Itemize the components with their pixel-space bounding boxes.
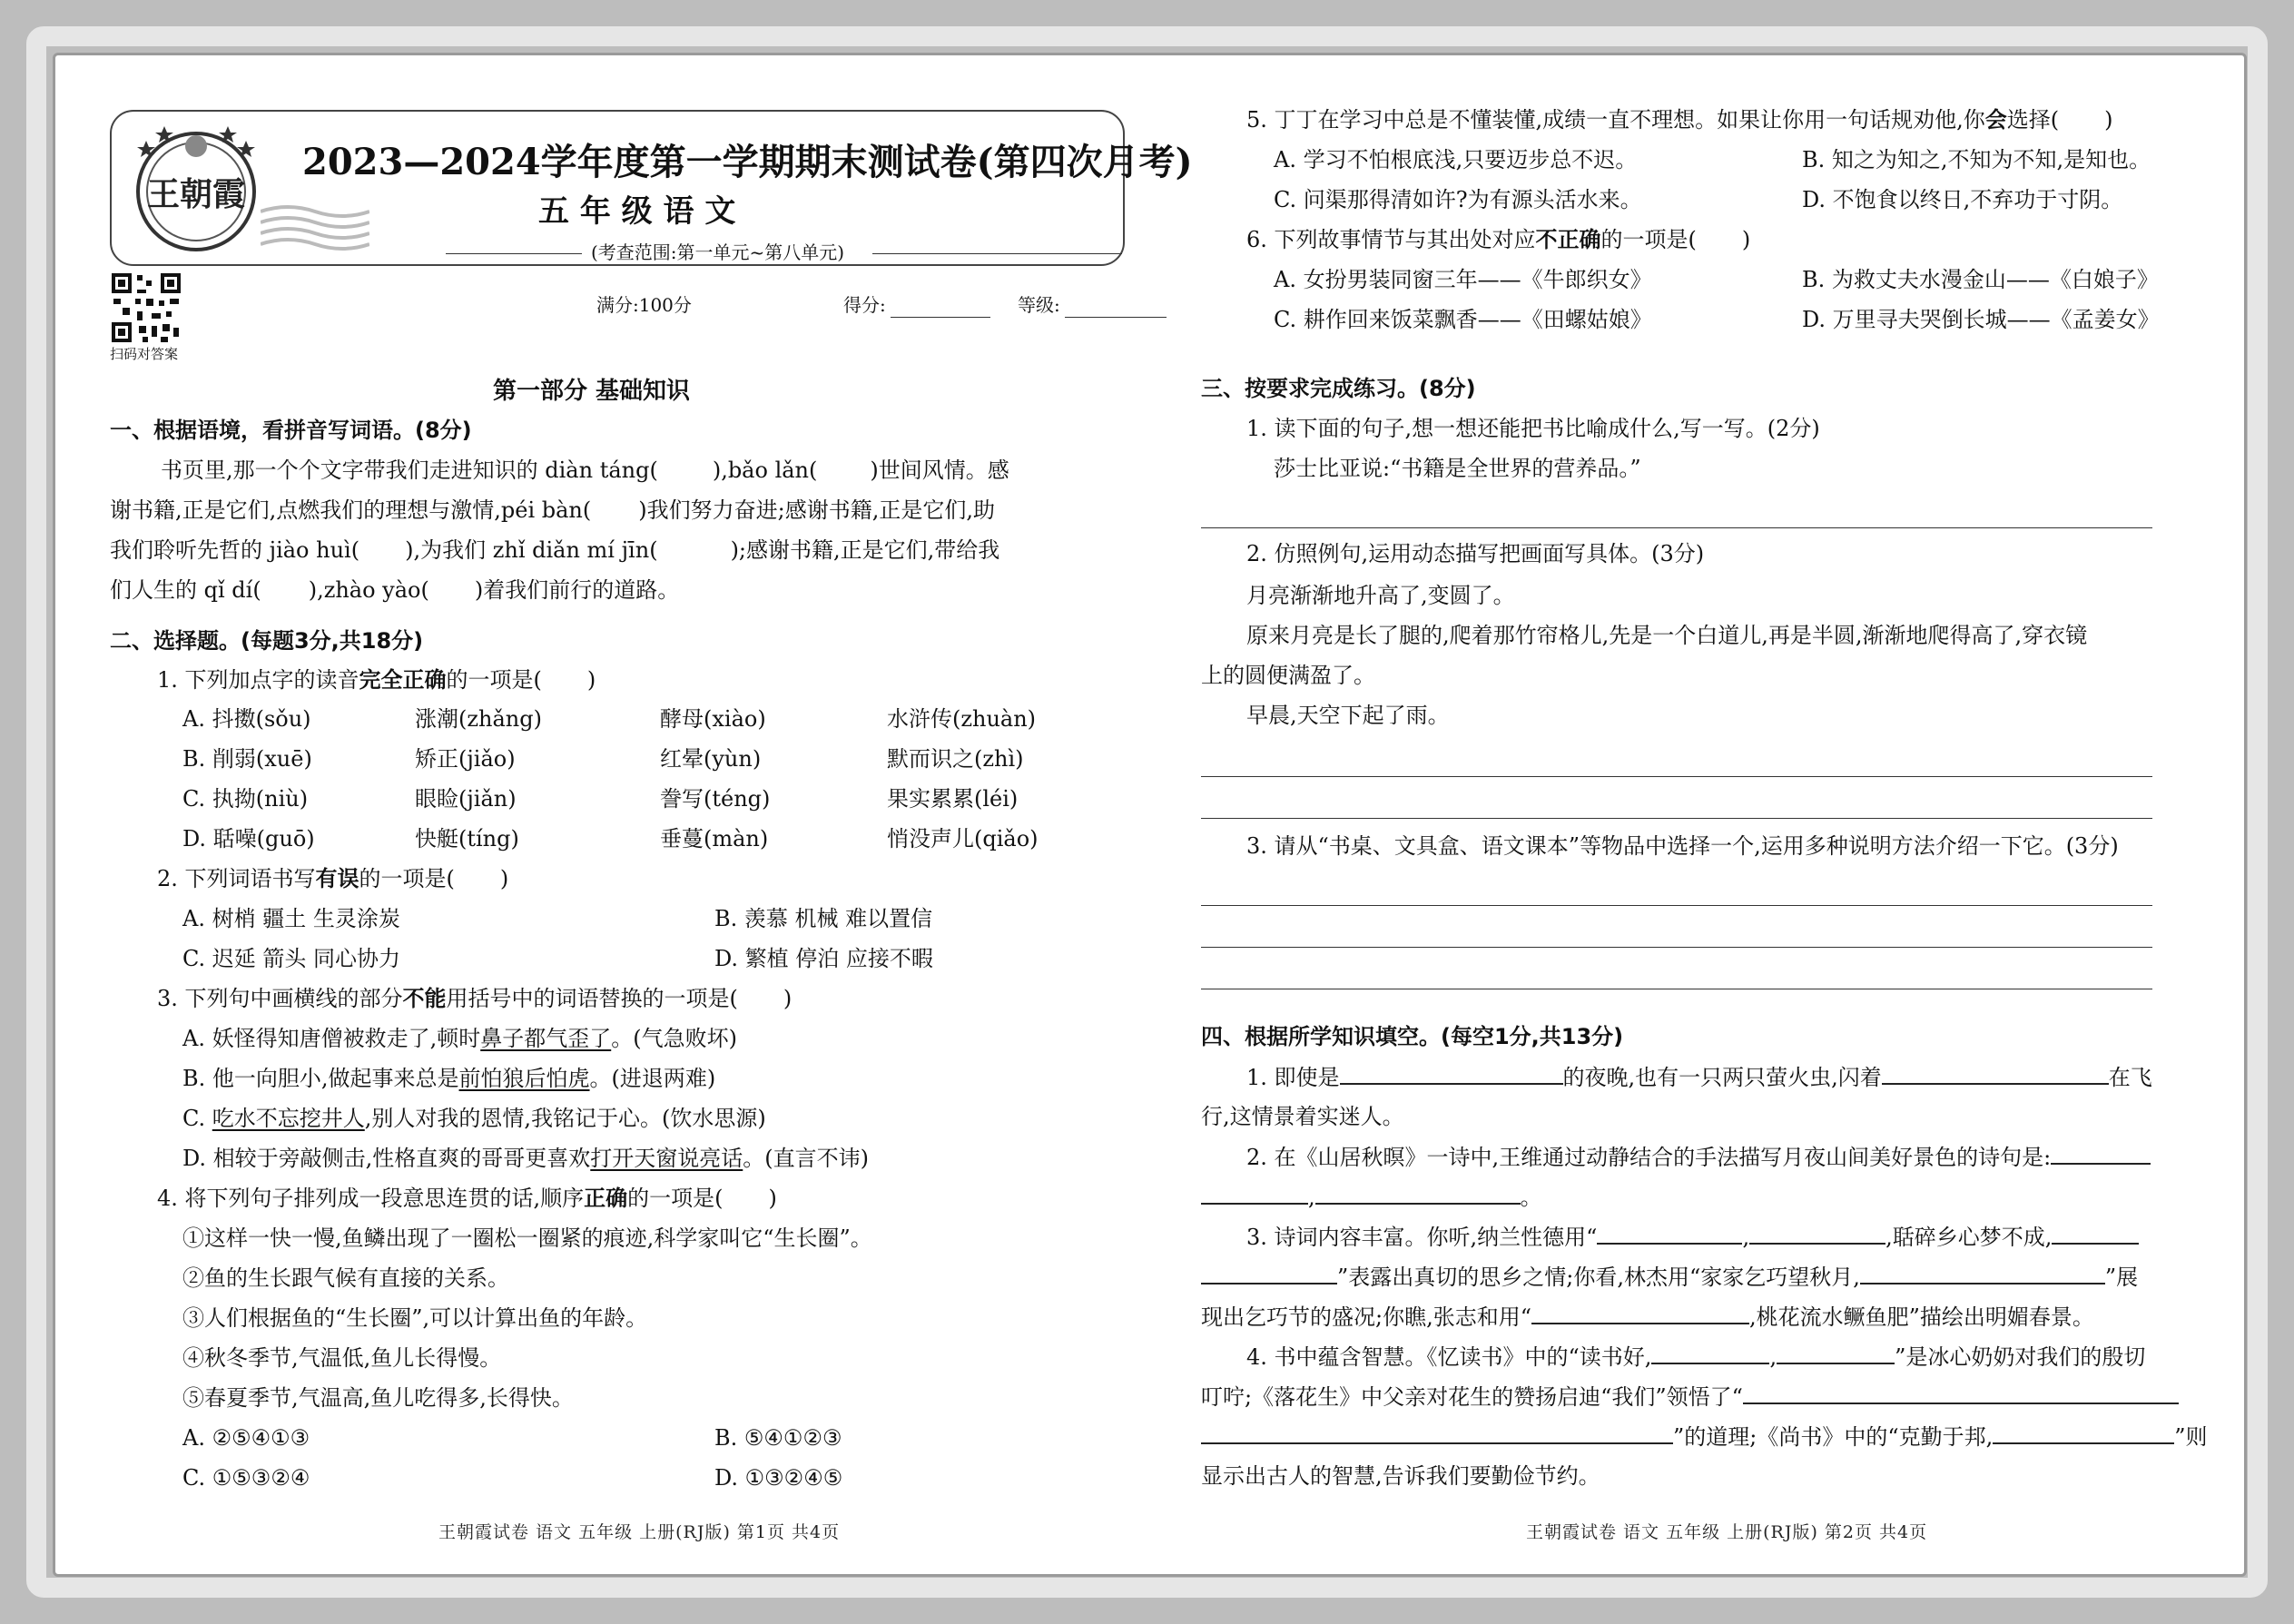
q2-3-opt-a[interactable]: A. 妖怪得知唐僧被救走了,顿时鼻子都气歪了。(气急败坏): [182, 1026, 737, 1051]
blank[interactable]: [1651, 1343, 1769, 1364]
q2-5-stem: 5. 丁丁在学习中总是不懂装懂,成绩一直不理想。如果让你用一句话规劝他,你会选择( ): [1246, 107, 2113, 133]
opt-d3: 垂蔓(màn): [660, 826, 769, 851]
q4-1-line-b: 行,这情景着实迷人。: [1201, 1104, 1404, 1129]
q2-5-opt-a[interactable]: A. 学习不怕根底浅,只要迈步总不迟。: [1274, 147, 1638, 172]
q4-4-line-c: ”的道理;《尚书》中的“克勤于邦, ”则: [1201, 1422, 2208, 1451]
q3-2-example-1: 月亮渐渐地升高了,变圆了。: [1246, 583, 1515, 608]
blank[interactable]: [2051, 1143, 2151, 1165]
blank[interactable]: [1743, 1383, 2179, 1404]
blank[interactable]: [1860, 1263, 2105, 1284]
q2-4-sentence-1: ①这样一快一慢,鱼鳞出现了一圈松一圈紧的痕迹,科学家叫它“生长圈”。: [182, 1225, 872, 1251]
q2-4-opt-a[interactable]: A. ②⑤④①③: [182, 1425, 310, 1451]
opt-c3: 誊写(téng): [660, 786, 771, 812]
opt-b2: 矫正(jiǎo): [415, 746, 516, 772]
q3-2-example-2b: 上的圆便满盈了。: [1201, 663, 1375, 688]
q2-3-opt-b[interactable]: B. 他一向胆小,做起事来总是前怕狼后怕虎。(进退两难): [182, 1066, 716, 1091]
right-page: [1201, 55, 2208, 1574]
blank[interactable]: [1597, 1223, 1742, 1245]
q2-3-opt-c[interactable]: C. 吃水不忘挖井人,别人对我的恩情,我铭记于心。(饮水思源): [182, 1106, 766, 1131]
q2-3-opt-d[interactable]: D. 相较于旁敲侧击,性格直爽的哥哥更喜欢打开天窗说亮话。(直言不讳): [182, 1146, 870, 1171]
exam-sheet: [53, 53, 2247, 1577]
left-footer: 王朝霞试卷 语文 五年级 上册(RJ版) 第1页 共4页: [438, 1522, 841, 1542]
q3-2-task: 早晨,天空下起了雨。: [1246, 703, 1450, 728]
opt-c1[interactable]: C. 执拗(niù): [182, 786, 309, 812]
opt-a3: 酵母(xiào): [660, 706, 766, 732]
opt-c4: 果实累累(léi): [887, 786, 1019, 812]
qr-code-icon: [110, 271, 182, 344]
q2-3-stem: 3. 下列句中画横线的部分不能用括号中的词语替换的一项是( ): [157, 986, 793, 1011]
q2-6-opt-b[interactable]: B. 为救丈夫水漫金山——《白娘子》: [1802, 267, 2159, 292]
q2-6-opt-a[interactable]: A. 女扮男装同窗三年——《牛郎织女》: [1274, 267, 1652, 292]
blank[interactable]: [1201, 1183, 1308, 1205]
blank[interactable]: [1882, 1063, 2109, 1085]
right-footer: 王朝霞试卷 语文 五年级 上册(RJ版) 第2页 共4页: [1526, 1522, 1928, 1542]
full-score: 满分:100分: [596, 294, 692, 316]
exam-scope: (考查范围:第一单元~第八单元): [591, 241, 845, 263]
q4-4-line-b: 叮咛;《落花生》中父亲对花生的赞扬启迪“我们”领悟了“: [1201, 1383, 2179, 1411]
q2-4-sentence-3: ③人们根据鱼的“生长圈”,可以计算出鱼的年龄。: [182, 1305, 648, 1331]
q4-2-line-a: 2. 在《山居秋暝》一诗中,王维通过动静结合的手法描写月夜山间美好景色的诗句是:: [1246, 1143, 2151, 1171]
opt-b1[interactable]: B. 削弱(xuē): [182, 746, 312, 772]
opt-a4: 水浒传(zhuàn): [887, 706, 1037, 732]
q2-4-opt-b[interactable]: B. ⑤④①②③: [714, 1425, 842, 1451]
blank[interactable]: [1993, 1422, 2174, 1444]
opt-d1[interactable]: D. 聒噪(guō): [182, 826, 315, 851]
logo-text: 王朝霞: [146, 175, 246, 213]
q1-line-3: 我们聆听先哲的 jiào huì( ),为我们 zhǐ diǎn mí jīn( );感谢书籍,正是它们,带给我: [110, 537, 1000, 563]
opt-a1[interactable]: A. 抖擞(sǒu): [182, 706, 311, 732]
q3-2-example-2a: 原来月亮是长了腿的,爬着那竹帘格儿,先是一个白道儿,再是半圆,渐渐地爬得高了,穿衣镜: [1246, 623, 2088, 648]
q4-4-line-a: 4. 书中蕴含智慧。《忆读书》中的“读书好, , ”是冰心奶奶对我们的殷切: [1246, 1344, 2146, 1370]
school-logo: [128, 119, 264, 255]
blank[interactable]: [2052, 1223, 2139, 1245]
q4-3-line-a: 3. 诗词内容丰富。你听,纳兰性德用“ , ,聒碎乡心梦不成,: [1246, 1223, 2139, 1251]
exam-subject: 五 年 级 语 文: [538, 193, 736, 230]
q4-1-line-a: 1. 即使是 的夜晚,也有一只两只萤火虫,闪着 在飞: [1246, 1065, 2152, 1090]
blank[interactable]: [1315, 1183, 1521, 1205]
q3-1-answer-line[interactable]: [1201, 527, 2152, 528]
q2-4-opt-c[interactable]: C. ①⑤③②④: [182, 1465, 310, 1491]
grade-blank[interactable]: [1065, 317, 1167, 318]
opt-b4: 默而识之(zhì): [887, 746, 1024, 772]
q3-3-stem: 3. 请从“书桌、文具盒、语文课本”等物品中选择一个,运用多种说明方法介绍一下它。(3分): [1246, 833, 2119, 859]
q2-4-sentence-5: ⑤春夏季节,气温高,鱼儿吃得多,长得快。: [182, 1385, 574, 1411]
q3-3-answer-line-1[interactable]: [1201, 905, 2152, 906]
q4-3-line-c: 现出乞巧节的盛况;你瞧,张志和用“ ,桃花流水鳜鱼肥”描绘出明媚春景。: [1201, 1304, 2094, 1330]
left-page: [110, 55, 1193, 1574]
q1-line-1: 书页里,那一个个文字带我们走进知识的 diàn táng( ),bǎo lǎn( )世间风情。感: [161, 458, 1009, 483]
opt-a2: 涨潮(zhǎng): [415, 706, 542, 732]
q1-line-2: 谢书籍,正是它们,点燃我们的理想与激情,péi bàn( )我们努力奋进;感谢书籍,正是它们,助: [110, 497, 995, 523]
q3-1-quote: 莎士比亚说:“书籍是全世界的营养品。”: [1274, 456, 1641, 481]
q2-5-opt-c[interactable]: C. 问渠那得清如许?为有源头活水来。: [1274, 187, 1642, 212]
blank[interactable]: [1201, 1263, 1337, 1284]
q2-2-opt-d[interactable]: D. 繁植 停泊 应接不暇: [714, 946, 933, 971]
q2-1-stem: 1. 下列加点字的读音完全正确的一项是( ): [157, 667, 596, 693]
q4-4-line-d: 显示出古人的智慧,告诉我们要勤俭节约。: [1201, 1463, 1600, 1489]
opt-c2: 眼睑(jiǎn): [415, 786, 517, 812]
score-label: 得分:: [843, 294, 886, 316]
blank[interactable]: [1749, 1223, 1885, 1245]
q3-3-answer-line-2[interactable]: [1201, 947, 2152, 948]
q2-6-opt-d[interactable]: D. 万里寻夫哭倒长城——《孟姜女》: [1802, 307, 2160, 332]
qr-label: 扫码对答案: [110, 346, 179, 362]
q2-title: 二、选择题。(每题3分,共18分): [110, 628, 424, 654]
q3-2-answer-line-2[interactable]: [1201, 818, 2152, 819]
q2-6-stem: 6. 下列故事情节与其出处对应不正确的一项是( ): [1246, 227, 1751, 252]
scope-rule-a: [446, 253, 582, 254]
part1-title: 第一部分 基础知识: [493, 378, 691, 405]
q4-title: 四、根据所学知识填空。(每空1分,共13分): [1201, 1024, 1624, 1049]
q3-2-stem: 2. 仿照例句,运用动态描写把画面写具体。(3分): [1246, 541, 1705, 566]
q3-title: 三、按要求完成练习。(8分): [1201, 376, 1476, 401]
q2-4-sentence-2: ②鱼的生长跟气候有直接的关系。: [182, 1265, 509, 1291]
q1-title: 一、根据语境，看拼音写词语。(8分): [110, 418, 472, 443]
opt-d2: 快艇(tíng): [415, 826, 519, 851]
q4-2-line-b: , 。: [1201, 1183, 1542, 1211]
q2-4-opt-d[interactable]: D. ①③②④⑤: [714, 1465, 843, 1491]
q2-4-stem: 4. 将下列句子排列成一段意思连贯的话,顺序正确的一项是( ): [157, 1186, 777, 1211]
q4-3-line-b: ”表露出真切的思乡之情;你看,林杰用“家家乞巧望秋月, ”展: [1201, 1263, 2138, 1291]
grade-label: 等级:: [1018, 294, 1060, 316]
q3-1-stem: 1. 读下面的句子,想一想还能把书比喻成什么,写一写。(2分): [1246, 416, 1820, 441]
exam-title: 2023—2024学年度第一学期期末测试卷(第四次月考): [302, 141, 1193, 183]
blank[interactable]: [1340, 1063, 1563, 1085]
q2-5-opt-b[interactable]: B. 知之为知之,不知为不知,是知也。: [1802, 147, 2151, 172]
q2-2-opt-b[interactable]: B. 羡慕 机械 难以置信: [714, 906, 933, 931]
q2-5-opt-d[interactable]: D. 不饱食以终日,不弃功于寸阴。: [1802, 187, 2123, 212]
score-blank[interactable]: [891, 317, 990, 318]
q2-4-sentence-4: ④秋冬季节,气温低,鱼儿长得慢。: [182, 1345, 502, 1371]
q2-2-opt-c[interactable]: C. 迟延 箭头 同心协力: [182, 946, 401, 971]
logo-stripes: [261, 202, 369, 257]
opt-b3: 红晕(yùn): [660, 746, 762, 772]
q1-line-4: 们人生的 qǐ dí( ),zhào yào( )着我们前行的道路。: [110, 577, 680, 603]
q2-2-stem: 2. 下列词语书写有误的一项是( ): [157, 866, 509, 891]
blank[interactable]: [1531, 1303, 1749, 1324]
blank[interactable]: [1201, 1422, 1673, 1444]
q3-2-answer-line-1[interactable]: [1201, 776, 2152, 777]
scope-rule-b: [872, 253, 1122, 254]
opt-d4: 悄没声儿(qiǎo): [887, 826, 1039, 851]
blank[interactable]: [1777, 1343, 1895, 1364]
q2-2-opt-a[interactable]: A. 树梢 疆土 生灵涂炭: [182, 906, 400, 931]
q2-6-opt-c[interactable]: C. 耕作回来饭菜飘香——《田螺姑娘》: [1274, 307, 1652, 332]
